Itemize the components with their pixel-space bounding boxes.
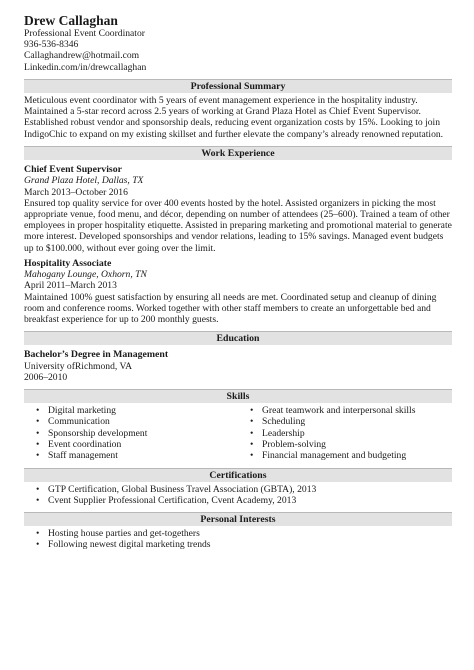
job-entry [24,258,452,325]
skill-item: • Communication [24,416,238,427]
job-dates: March 2013–October 2016 [24,186,128,198]
section-heading-experience: Work Experience [24,146,452,160]
skills-list [24,405,452,461]
interest-item: • Following newest digital marketing trends [24,539,452,550]
degree-title: Bachelor’s Degree in Management [24,349,169,361]
linkedin-url: Linkedin.com/in/drewcallaghan [24,61,147,73]
interests-list [24,528,452,551]
candidate-name: Drew Callaghan [24,13,118,28]
phone-number: 936-536-8346 [24,39,79,51]
skill-item: • Staff management [24,450,238,461]
job-title: Hospitality Associate [24,257,112,269]
candidate-title: Professional Event Coordinator [24,28,145,39]
education-dates: 2006–2010 [24,371,68,383]
skill-item: • Great teamwork and interpersonal skills [238,405,452,416]
school-name: University ofRichmond, VA [24,360,133,372]
job-description: Maintained 100% guest satisfaction by ensuring all needs are met. Coordinated setup and cleanup of dining room and conference rooms. Worked together with other staff members to create an unforgettable bed and breakfast experience for up to 200 monthly guests. [24,291,437,326]
interest-item: • Hosting house parties and get-togethers [24,528,452,539]
education-entry [24,349,452,383]
skill-item: • Leadership [238,428,452,439]
certifications-list [24,484,452,507]
skill-item: • Scheduling [238,416,452,427]
section-heading-summary: Professional Summary [24,79,452,93]
skill-item: • Financial management and budgeting [238,450,452,461]
job-dates: April 2011–March 2013 [24,280,117,292]
section-heading-certifications: Certifications [24,468,452,482]
resume-header [24,13,452,73]
skill-item: • Problem-solving [238,439,452,450]
job-title: Chief Event Supervisor [24,164,122,175]
job-company: Mahogany Lounge, Oxhorn, TN [24,269,147,281]
job-description: Ensured top quality service for over 400 events hosted by the hotel. Assisted organizers in picking the most appropriate venue, food menu, and décor, depending on number of attendees (25–600). Trained a team of other employees in proper hospitality etiquette. Assisted in preparing marketing and promotional material to generate more interest. Developed sponsorships and vendor relations, leading to 15% savings. Managed event budgets up to $100.000, without ever going over the limit. [24,197,452,254]
contact-block [24,28,452,73]
skills-column-right [238,405,452,461]
section-heading-education: Education [24,331,452,345]
summary-text: Meticulous event coordinator with 5 years of event management experience in the hospitality industry. Maintained a 5-star record across 2.5 years of working at Grand Plaza Hotel as Chief Event Supervisor. Established robust vendor and sponsorship deals, reducing event organization costs by 15%. Looking to join IndigoChic to expand on my existing skillset and further elevate the company’s already renowned reputation. [24,94,444,140]
section-heading-interests: Personal Interests [24,512,452,526]
skill-item: • Event coordination [24,439,238,450]
email-address: Callaghandrew@hotmail.com [24,50,140,62]
skill-item: • Sponsorship development [24,428,238,439]
skills-column-left [24,405,238,461]
skill-item: • Digital marketing [24,405,238,416]
job-company: Grand Plaza Hotel, Dallas, TX [24,175,144,187]
certification-item: • Cvent Supplier Professional Certification, Cvent Academy, 2013 [24,495,452,506]
job-entry [24,164,452,254]
section-heading-skills: Skills [24,389,452,403]
certification-item: • GTP Certification, Global Business Travel Association (GBTA), 2013 [24,484,452,495]
